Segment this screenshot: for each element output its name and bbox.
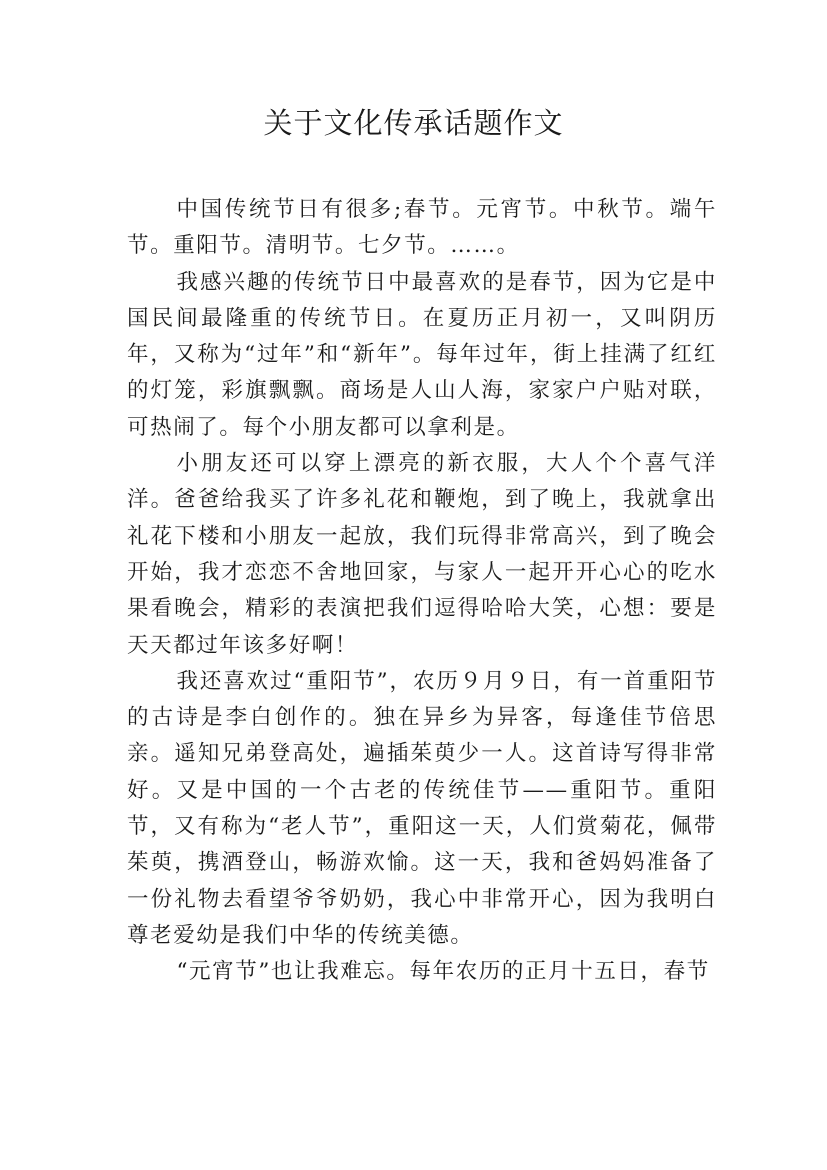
- paragraph: “元宵节”也让我难忘。每年农历的正月十五日，春节: [176, 959, 710, 985]
- document-title: 关于文化传承话题作文: [263, 106, 564, 140]
- paragraph: 小朋友还可以穿上漂亮的新衣服，大人个个喜气洋洋。爸爸给我买了许多礼花和鞭炮，到了晚上，我就拿出礼花下楼和小朋友一起放，我们玩得非常高兴，到了晚会开始，我才恋恋不舍地回家，与家人一起开开心心的吃水果看晚会，精彩的表演把我们逗得哈哈大笑，心想：要是天天都过年该多好啊！: [127, 451, 717, 658]
- paragraph: 我还喜欢过“重阳节”，农历９月９日，有一首重阳节的古诗是李白创作的。独在异乡为异客，每逢佳节倍思亲。遥知兄弟登高处，遍插茱萸少一人。这首诗写得非常好。又是中国的一个古老的传统佳节——重阳节。重阳节，又有称为“老人节”，重阳这一天，人们赏菊花，佩带茱萸，携酒登山，畅游欢愉。这一天，我和爸妈妈准备了一份礼物去看望爷爷奶奶，我心中非常开心，因为我明白尊老爱幼是我们中华的传统美德。: [127, 668, 717, 948]
- document-body: [127, 192, 717, 991]
- paragraph: 我感兴趣的传统节日中最喜欢的是春节，因为它是中国民间最隆重的传统节日。在夏历正月初一，又叫阴历年，又称为“过年”和“新年”。每年过年，街上挂满了红红的灯笼，彩旗飘飘。商场是人山人海，家家户户贴对联，可热闹了。每个小朋友都可以拿利是。: [127, 269, 717, 440]
- paragraph: 中国传统节日有很多;春节。元宵节。中秋节。端午节。重阳节。清明节。七夕节。……。: [127, 197, 717, 259]
